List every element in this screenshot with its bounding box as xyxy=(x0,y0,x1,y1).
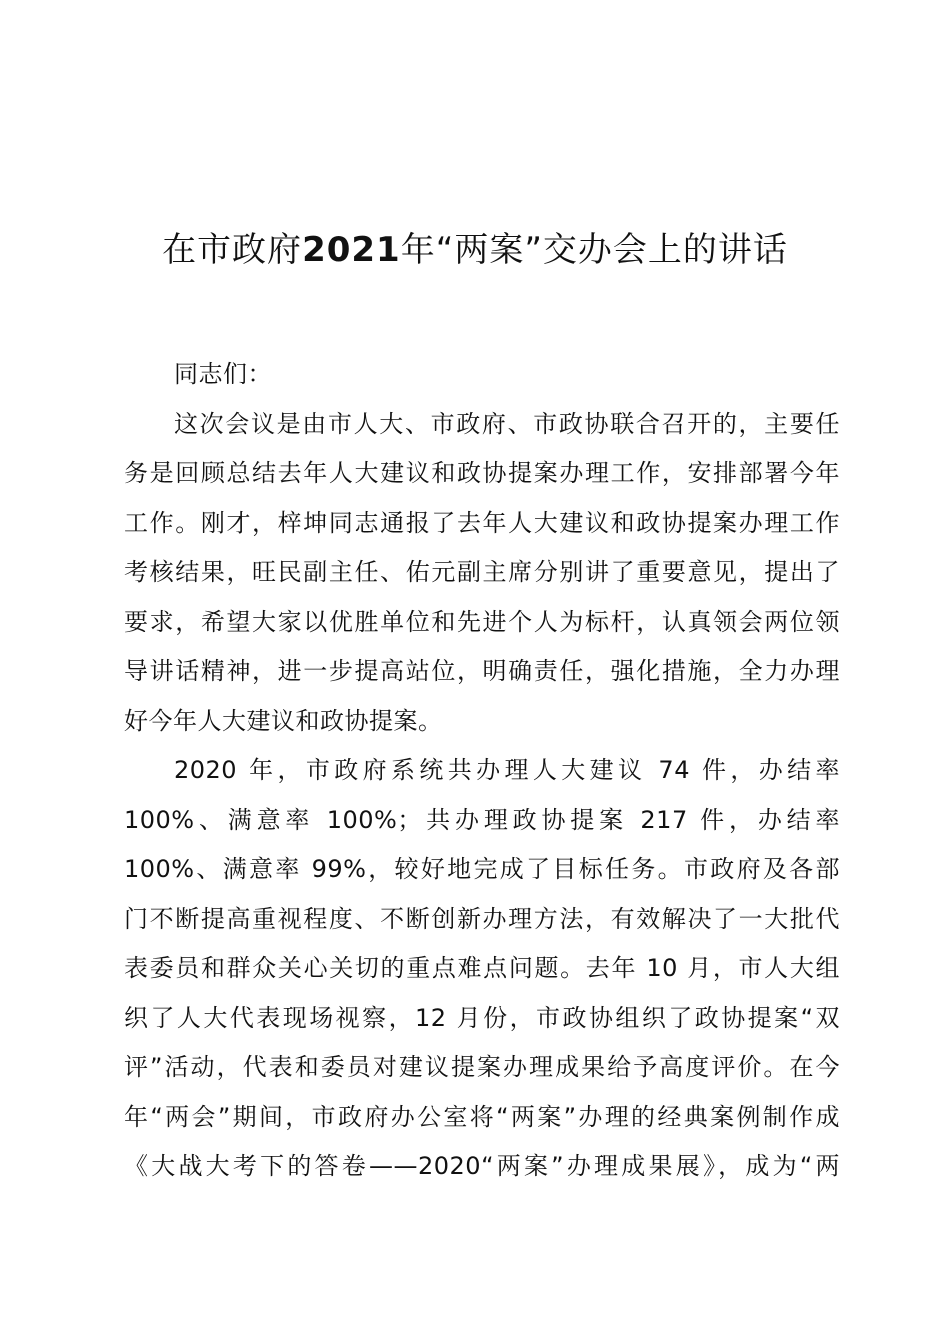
title-suffix: 年“两案”交办会上的讲话 xyxy=(400,230,788,270)
paragraph-line: 织了人大代表现场视察，12 月份，市政协组织了政协提案“双 xyxy=(124,1003,840,1032)
paragraph-line: 这次会议是由市人大、市政府、市政协联合召开的，主要任 xyxy=(174,409,840,438)
paragraph-line: 年“两会”期间，市政府办公室将“两案”办理的经典案例制作成 xyxy=(124,1102,840,1131)
document-body xyxy=(124,350,840,1192)
title-prefix: 在市政府 xyxy=(162,230,303,270)
paragraph-line: 好今年人大建议和政协提案。 xyxy=(124,706,443,735)
paragraph-line: 《大战大考下的答卷——2020“两案”办理成果展》，成为“两 xyxy=(124,1152,840,1180)
paragraph-line: 门不断提高重视程度、不断创新办理方法，有效解决了一大批代 xyxy=(124,904,840,933)
document-title xyxy=(0,224,950,276)
paragraph-line: 考核结果，旺民副主任、佑元副主席分别讲了重要意见，提出了 xyxy=(124,558,840,586)
paragraph-line: 100%、满意率 100%；共办理政协提案 217 件，办结率 xyxy=(124,805,840,834)
paragraph-line: 表委员和群众关心关切的重点难点问题。去年 10 月，市人大组 xyxy=(124,954,840,982)
paragraph-line: 要求，希望大家以优胜单位和先进个人为标杆，认真领会两位领 xyxy=(124,607,840,636)
paragraph-line: 评”活动，代表和委员对建议提案办理成果给予高度评价。在今 xyxy=(124,1053,840,1081)
paragraph-line: 务是回顾总结去年人大建议和政协提案办理工作，安排部署今年 xyxy=(124,459,840,487)
paragraph-line: 100%、满意率 99%，较好地完成了目标任务。市政府及各部 xyxy=(124,855,840,883)
paragraph-line: 2020 年，市政府系统共办理人大建议 74 件，办结率 xyxy=(174,756,840,784)
paragraph-line: 工作。刚才，梓坤同志通报了去年人大建议和政协提案办理工作 xyxy=(124,508,840,537)
title-year: 2021 xyxy=(302,230,401,270)
paragraph-line: 导讲话精神，进一步提高站位，明确责任，强化措施，全力办理 xyxy=(124,657,840,685)
salutation-line: 同志们： xyxy=(174,360,272,388)
